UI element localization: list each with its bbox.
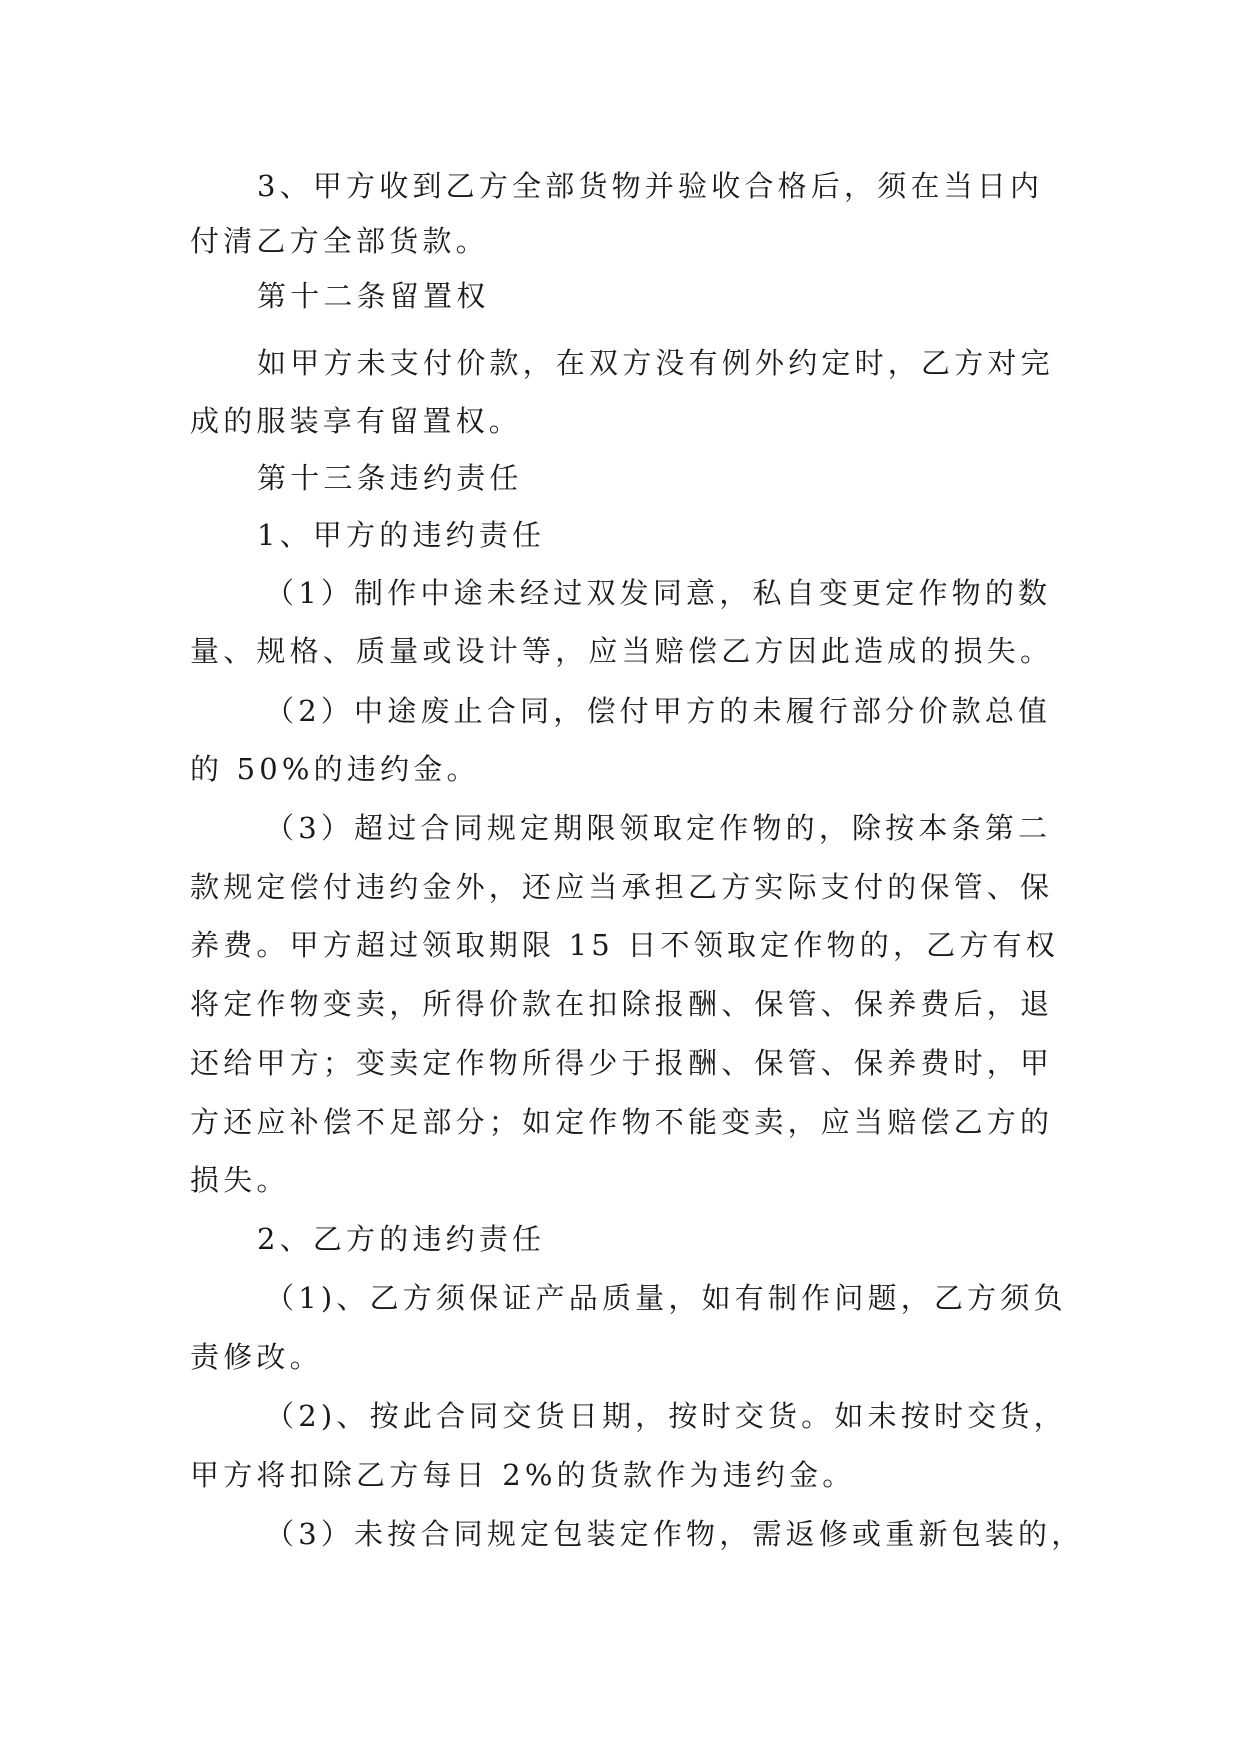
paragraph-line: 方还应补偿不足部分；如定作物不能变卖，应当赔偿乙方的 (190, 1105, 1054, 1139)
paragraph-line: （1）制作中途未经过双发同意，私自变更定作物的数 (265, 576, 1052, 610)
paragraph-line: 将定作物变卖，所得价款在扣除报酬、保管、保养费后，退 (190, 987, 1054, 1021)
paragraph-line: 量、规格、质量或设计等，应当赔偿乙方因此造成的损失。 (190, 634, 1054, 668)
paragraph-line: （3）未按合同规定包装定作物，需返修或重新包装的， (265, 1517, 1085, 1551)
paragraph-line: 还给甲方；变卖定作物所得少于报酬、保管、保养费时，甲 (190, 1046, 1054, 1080)
subsection-heading: 1、甲方的违约责任 (257, 518, 546, 552)
paragraph-line: （2)、按此合同交货日期，按时交货。如未按时交货， (265, 1399, 1067, 1433)
paragraph-line: （2）中途废止合同，偿付甲方的未履行部分价款总值 (265, 694, 1052, 728)
paragraph-line: 3、甲方收到乙方全部货物并验收合格后，须在当日内 (257, 169, 1044, 203)
section-heading: 第十二条留置权 (257, 279, 490, 313)
subsection-heading: 2、乙方的违约责任 (257, 1222, 546, 1256)
paragraph-line: 如甲方未支付价款，在双方没有例外约定时，乙方对完 (257, 346, 1054, 380)
paragraph-line: （1)、乙方须保证产品质量，如有制作问题，乙方须负 (265, 1281, 1067, 1315)
paragraph-line: 成的服装享有留置权。 (190, 404, 523, 438)
paragraph-line: 付清乙方全部货款。 (190, 224, 489, 258)
paragraph-line: 损失。 (190, 1163, 290, 1197)
paragraph-line: 的 50%的违约金。 (190, 752, 480, 786)
paragraph-line: 养费。甲方超过领取期限 15 日不领取定作物的，乙方有权 (190, 928, 1059, 962)
section-heading: 第十三条违约责任 (257, 461, 523, 495)
paragraph-line: 款规定偿付违约金外，还应当承担乙方实际支付的保管、保 (190, 870, 1054, 904)
paragraph-line: （3）超过合同规定期限领取定作物的，除按本条第二 (265, 811, 1052, 845)
paragraph-line: 责修改。 (190, 1340, 323, 1374)
paragraph-line: 甲方将扣除乙方每日 2%的货款作为违约金。 (190, 1458, 856, 1492)
